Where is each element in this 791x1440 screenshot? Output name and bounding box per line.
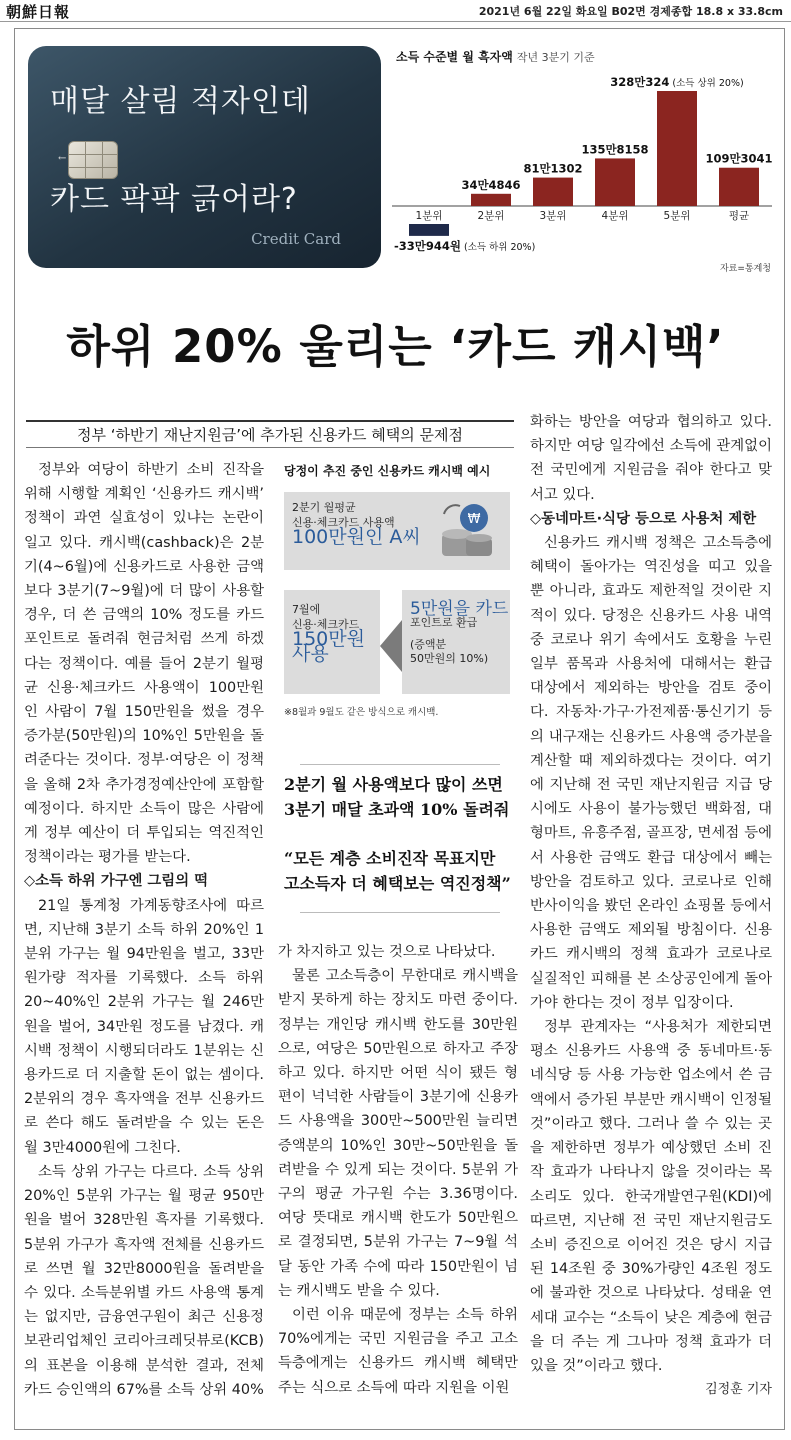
infographic-box-july — [284, 590, 380, 694]
box3-amount: 5만원을 카드 — [410, 599, 509, 619]
chart-plot — [392, 46, 777, 276]
box2-line1: 7월에 — [292, 603, 321, 616]
issue-info: 2021년 6월 22일 화요일 B02면 경제종합 18.8 x 33.8cm — [478, 5, 783, 18]
arrow-icon: ← — [58, 153, 67, 164]
coins-icon — [434, 500, 496, 562]
chart-data-label: 109만3041 — [705, 151, 773, 166]
byline: 김정훈 기자 — [705, 1382, 772, 1398]
chart-bar — [657, 91, 697, 206]
box1-line2: 신용·체크카드 사용액 — [292, 516, 395, 529]
infographic-box-refund — [402, 590, 510, 694]
chart-tick-label: 5분위 — [663, 210, 691, 222]
section-heading: ◇소득 하위 가구엔 그림의 떡 — [24, 873, 209, 890]
svg-text:₩: ₩ — [467, 512, 481, 527]
paragraph: 가 차지하고 있는 것으로 나타났다. — [278, 944, 496, 960]
chart-data-label: 135만8158 — [581, 142, 649, 157]
chart-bar — [409, 224, 449, 236]
box2-amount: 150만원 사용 — [292, 628, 365, 665]
card-label: Credit Card — [251, 230, 341, 248]
newspaper-logo: 朝鮮日報 — [6, 3, 71, 21]
arrow-left-icon — [380, 620, 402, 672]
article-column-1 — [24, 458, 264, 1402]
surplus-bar-chart — [392, 46, 777, 276]
infographic-note: ※8월과 9월도 같은 방식으로 캐시백. — [284, 707, 439, 718]
chart-bar — [471, 194, 511, 206]
box1-line1: 2분기 월평균 — [292, 501, 356, 514]
paragraph: 이런 이유 때문에 정부는 소득 하위 70%에게는 국민 지원금을 주고 고소득층에게는 신용카드 캐시백 혜택만 주는 식으로 소득에 따라 지원을 이원 — [278, 1307, 518, 1396]
chart-tick-label: 4분위 — [601, 210, 629, 222]
subheadline: 정부 ‘하반기 재난지원금’에 추가된 신용카드 혜택의 문제점 — [26, 420, 514, 448]
paragraph: 정부와 여당이 하반기 소비 진작을 위해 시행할 계획인 ‘신용카드 캐시백’ 정책이 과연 실효성이 있냐는 논란이 일고 있다. 캐시백(cashback)은 2분기(4~6월)에 신용카드로 사용한 금액보다 3분기(7~9월)에 더 많이 사용할 경우, 더 쓴 금액의 10% 정도를 카드 포인트로 돌려줘 현금처럼 쓰게 하겠다는 정책이다. 예를 들어 2분기 월평균 신용·체크카드 사용액이 100만원인 사람이 7월 150만원을 썼을 경우 증가분(50만원)의 10%인 5만원을 돌려준다는 것이다. 정부·여당은 이 정책을 올해 2차 추가경정예산안에 포함할 예정이다. 하지만 소득이 많은 사람에게 정부 예산이 더 투입되는 역진적인 정책이라는 평가를 받는다. — [24, 462, 264, 866]
paragraph: 화하는 방안을 여당과 협의하고 있다. 하지만 여당 일각에선 소득에 관계없이 전 국민에게 지원금을 줘야 한다고 맞서고 있다. — [530, 414, 772, 503]
chart-data-label: 34만4846 — [461, 177, 521, 192]
box1-amount: 100만원인 A씨 — [292, 526, 421, 548]
box3-line3: 50만원의 10%) — [410, 652, 489, 665]
chart-bar — [533, 178, 573, 206]
chart-tick-label: 3분위 — [539, 210, 567, 222]
article-column-2 — [278, 940, 518, 1400]
paragraph: 물론 고소득층이 무한대로 캐시백을 받지 못하게 하는 장치도 마련 중이다. 정부는 개인당 캐시백 한도를 30만원으로, 여당은 50만원으로 하자고 주장하고 있다. 하지만 어떤 식이 됐든 형편이 넉넉한 사람들이 3분기에 신용카드 사용액을 300만~500만원 늘리면 증액분의 10%인 30만~50만원을 돌려받을 수 있게 되는 것이다. 5분위 가구의 평균 가구원 수는 3.36명이다. 여당 뜻대로 캐시백 한도가 50만원으로 결정되면, 5분위 가구는 7~9월 석 달 동안 가족 수에 따라 150만원이 넘는 캐시백도 받을 수 있다. — [278, 968, 518, 1299]
hero-line-1: 매달 살림 적자인데 — [50, 84, 311, 119]
infographic-box-q2 — [284, 492, 510, 570]
chart-source: 자료=통계청 — [719, 264, 771, 274]
box2-line2: 신용·체크카드 — [292, 618, 360, 631]
chart-tick-label: 1분위 — [415, 210, 443, 222]
chart-bar — [595, 158, 635, 206]
chart-data-label: 81만1302 — [523, 161, 583, 176]
masthead — [0, 0, 791, 22]
chart-bar — [719, 168, 759, 206]
divider — [300, 764, 500, 765]
pull-quote-2: “모든 계층 소비진작 목표지만 고소득자 더 혜택보는 역진정책” — [284, 849, 511, 893]
hero-line-2: 카드 팍팍 긁어라? — [50, 182, 298, 217]
infographic-title: 당정이 추진 중인 신용카드 캐시백 예시 — [284, 464, 491, 478]
paragraph: 소득 상위 가구는 다르다. 소득 상위 20%인 5분위 가구는 월 평균 950만원을 벌어 328만원 흑자를 기록했다. 5분위 가구가 흑자액 전체를 신용카드로 쓰면 월 32만8000원을 돌려받을 수 있다. 소득분위별 카드 사용액 통계는 없지만, 금융연구원이 최근 신용정보관리업체인 코리아크레딧뷰로(KCB)의 표본을 이용해 분석한 결과, 전체 카드 승인액의 67%를 소득 상위 40% — [24, 1163, 264, 1398]
headline: 하위 20% 울리는 ‘카드 캐시백’ — [66, 320, 725, 373]
chart-data-label: -33만944원 (소득 하위 20%) — [394, 239, 536, 253]
box3-line1: 포인트로 환급 — [410, 616, 478, 629]
chart-annotation: (소득 상위 20%) — [669, 78, 744, 89]
chart-tick-label: 2분위 — [477, 210, 505, 222]
chart-title-text: 소득 수준별 월 흑자액 — [396, 50, 513, 64]
divider — [300, 912, 500, 913]
chart-subtitle: 작년 3분기 기준 — [516, 51, 595, 64]
chart-data-label: 328만324 (소득 상위 20%) — [610, 75, 744, 89]
paragraph: 21일 통계청 가계동향조사에 따르면, 지난해 3분기 소득 하위 20%인 1분위 가구는 월 94만원을 벌고, 33만원가량 적자를 기록했다. 소득 하위 20~40%인 2분위 가구는 월 246만원을 벌어, 34만원 정도를 남겼다. 캐시백 정책이 시행되더라도 1분위는 신용카드로 더 지출할 돈이 없는 셈이다. 2분위의 경우 흑자액을 전부 신용카드로 쓴다 해도 돌려받을 수 있는 돈은 월 3만4000원에 그친다. — [24, 897, 264, 1156]
chart-annotation: (소득 하위 20%) — [461, 242, 536, 253]
section-heading: ◇동네마트·식당 등으로 사용처 제한 — [530, 510, 757, 527]
paragraph: 정부 관계자는 “사용처가 제한되면 평소 신용카드 사용액 중 동네마트·동네식당 등 사용 가능한 업소에서 쓴 금액에서 증가된 부분만 캐시백이 인정될 것”이라고 했다. 그러나 쓸 수 있는 곳을 제한하면 정부가 예상했던 소비 진작 효과가 나타나지 않을 것이라는 목소리도 있다. 한국개발연구원(KDI)에 따르면, 지난해 전 국민 재난지원금도 소비 증진으로 이어진 것은 당시 지급된 14조원 중 30%가량인 4조원 정도에 불과한 것으로 나타났다. 성태윤 연세대 교수는 “소득이 낮은 계층에 현금을 더 주는 게 그나마 정책 효과가 더 있을 것”이라고 했다. — [530, 1019, 772, 1374]
credit-card-illustration — [28, 46, 381, 268]
chart-tick-label: 평균 — [728, 210, 750, 222]
cashback-infographic — [278, 462, 516, 752]
article-column-3 — [530, 410, 772, 1402]
paragraph: 신용카드 캐시백 정책은 고소득층에 혜택이 돌아가는 역진성을 띠고 있을 뿐 아니라, 효과도 제한적일 것이란 지적이 있다. 당정은 신용카드 사용 내역 중 코로나 위기 속에서도 호황을 누린 일부 품목과 사용처에 대해서는 환급 대상에서 제외하는 방안을 검토 중이다. 자동차·가구·가전제품·통신기기 등의 내구재는 신용카드 사용액 증가분을 계산할 때 제외하겠다는 것이다. 여기에 지난해 전 국민 재난지원금 지급 당시에도 사용이 불가능했던 백화점, 대형마트, 유흥주점, 골프장, 면세점 등에서 사용한 금액도 환급 대상에서 빼는 방안을 검토하고 있다. 코로나로 인해 반사이익을 봤던 온라인 쇼핑몰 등에서 사용한 금액도 제외될 방침이다. 신용카드 캐시백의 정책 효과가 코로나로 실질적인 피해를 본 소상공인에게 돌아가야 한다는 것이 정부 입장이다. — [530, 535, 772, 1011]
pull-quote-1: 2분기 월 사용액보다 많이 쓰면 3분기 매달 초과액 10% 돌려줘 — [284, 775, 510, 819]
box3-line2: (증액분 — [410, 638, 447, 651]
